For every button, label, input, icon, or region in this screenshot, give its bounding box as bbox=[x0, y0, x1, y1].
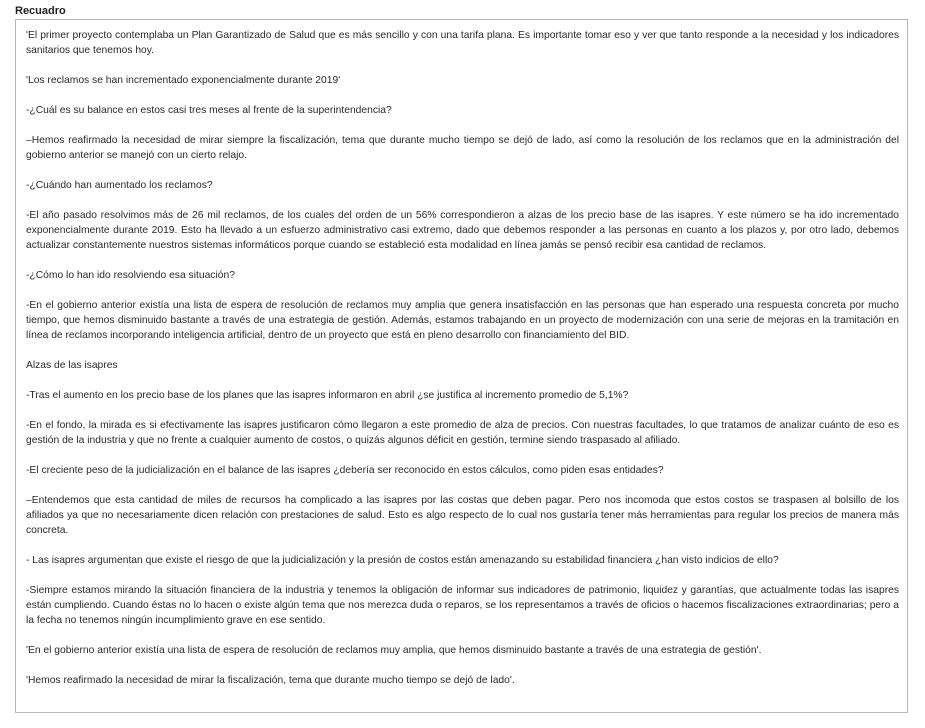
paragraph: 'Los reclamos se han incrementado exponencialmente durante 2019' bbox=[26, 75, 341, 86]
paragraph-subheading: Alzas de las isapres bbox=[26, 360, 118, 371]
paragraph: -¿Cómo lo han ido resolviendo esa situación? bbox=[26, 270, 235, 281]
paragraph: -¿Cuándo han aumentado los reclamos? bbox=[26, 180, 213, 191]
recuadro-textarea[interactable] bbox=[15, 19, 908, 713]
paragraph: -En el fondo, la mirada es si efectivamente las isapres justificaron cómo llegaron a este promedio de alza de precios. Con nuestras facultades, lo que tratamos de analizar cuánto de eso es gestión de la industria y que no frente a cualquier aumento de costos, o quizás algunos déficit en gestión, termine siendo traspasado al afiliado. bbox=[26, 420, 899, 446]
paragraph: -Tras el aumento en los precio base de los planes que las isapres informaron en abril ¿se justifica al incremento promedio de 5,1%? bbox=[26, 390, 629, 401]
paragraph: -¿Cuál es su balance en estos casi tres meses al frente de la superintendencia? bbox=[26, 105, 392, 116]
paragraph: 'Hemos reafirmado la necesidad de mirar la fiscalización, tema que durante mucho tiempo se dejó de lado'. bbox=[26, 675, 515, 686]
paragraph: –Entendemos que esta cantidad de miles de recursos ha complicado a las isapres por las costas que deben pagar. Pero nos incomoda que estos costos se traspasen al bolsillo de los afiliados ya que no necesariamente dicen relación con prestaciones de salud. Esto es algo respecto de lo cual nos gustaría tener más herramientas para regular los precios de manera más concreta. bbox=[26, 495, 899, 536]
paragraph: -En el gobierno anterior existía una lista de espera de resolución de reclamos muy amplia que genera insatisfacción en las personas que han esperado una respuesta concreta por mucho tiempo, que hemos disminuido bastante a través de una estrategia de gestión. Además, estamos trabajando en un proyecto de modernización con una serie de mejoras en la tramitación en línea de reclamos incorporando inteligencia artificial, dentro de un proyecto que está en pleno desarrollo con financiamiento del BID. bbox=[26, 300, 899, 341]
paragraph: 'En el gobierno anterior existía una lista de espera de resolución de reclamos muy amplia, que hemos disminuido bastante a través de una estrategia de gestión'. bbox=[26, 645, 762, 656]
paragraph: -El año pasado resolvimos más de 26 mil reclamos, de los cuales del orden de un 56% correspondieron a alzas de los precio base de las isapres. Y este número se ha ido incrementado exponencialmente durante 2019. Esto ha llevado a un esfuerzo administrativo casi extremo, dado que debemos responder a las personas en cuanto a los plazos y, por otro lado, debemos actualizar constantemente nuestros sistemas informáticos porque cuando se estableció esta modalidad en línea jamás se pensó recibir esa cantidad de reclamos. bbox=[26, 210, 899, 251]
paragraph: - Las isapres argumentan que existe el riesgo de que la judicialización y la presión de costos están amenazando su estabilidad financiera ¿han visto indicios de ello? bbox=[26, 555, 779, 566]
paragraph: -El creciente peso de la judicialización en el balance de las isapres ¿debería ser reconocido en estos cálculos, como piden esas entidades? bbox=[26, 465, 664, 476]
paragraph: -Siempre estamos mirando la situación financiera de la industria y tenemos la obligación de informar sus indicadores de patrimonio, liquidez y garantías, que actualmente todas las isapres están cumpliendo. Cuando éstas no lo hacen o existe algún tema que nos merezca duda o reparos, se los representamos a través de oficios o hacemos fiscalizaciones extraordinarias; pero a la fecha no tenemos ningún incumplimiento grave en ese sentido. bbox=[26, 585, 899, 626]
paragraph: 'El primer proyecto contemplaba un Plan Garantizado de Salud que es más sencillo y con una tarifa plana. Es importante tomar eso y ver que tanto responde a la necesidad y los indicadores sanitarios que tenemos hoy. bbox=[26, 30, 899, 56]
paragraph: –Hemos reafirmado la necesidad de mirar siempre la fiscalización, tema que durante mucho tiempo se dejó de lado, así como la resolución de los reclamos que en la administración del gobierno anterior se manejó con un cierto relajo. bbox=[26, 135, 899, 161]
recuadro-label: Recuadro bbox=[15, 5, 66, 17]
